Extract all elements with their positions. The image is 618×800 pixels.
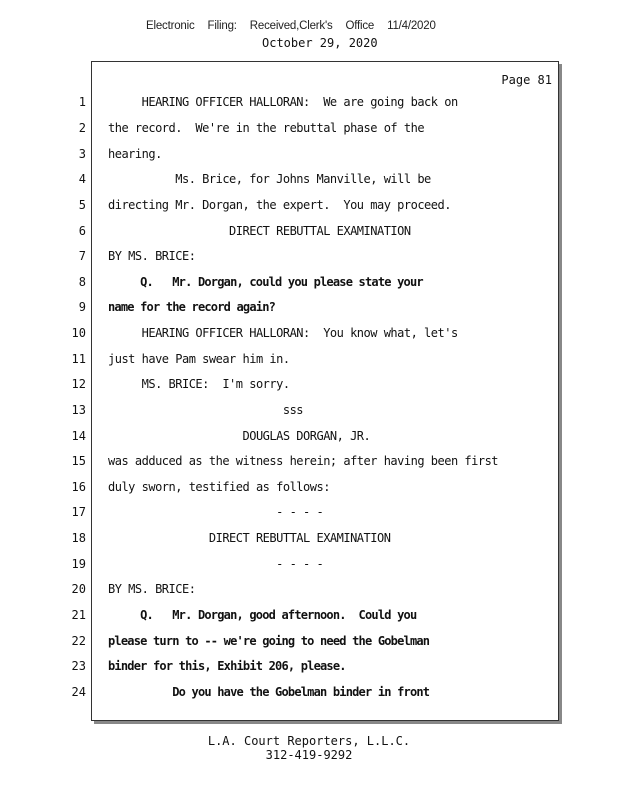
line-number: 14 xyxy=(71,429,86,443)
question-line: please turn to -- we're going to need the Gobelman xyxy=(108,634,430,648)
line-number: 16 xyxy=(71,480,86,494)
line-number: 21 xyxy=(71,608,86,622)
stamp-filing: Filing: xyxy=(207,20,237,32)
transcript-line: HEARING OFFICER HALLORAN: We are going back on xyxy=(108,95,458,109)
question-line: binder for this, Exhibit 206, please. xyxy=(108,659,346,673)
line-number: 7 xyxy=(78,249,86,263)
section-heading: DIRECT REBUTTAL EXAMINATION xyxy=(108,224,411,238)
filing-stamp xyxy=(146,20,466,32)
question-line: Do you have the Gobelman binder in front xyxy=(108,685,430,699)
question-line: Q. Mr. Dorgan, good afternoon. Could you xyxy=(108,608,417,622)
line-number: 17 xyxy=(71,505,86,519)
transcript-line: hearing. xyxy=(108,147,162,161)
line-number: 18 xyxy=(71,531,86,545)
line-number: 11 xyxy=(71,352,86,366)
transcript-line: was adduced as the witness herein; after having been first xyxy=(108,454,499,468)
line-number: 3 xyxy=(78,147,86,161)
line-number: 12 xyxy=(71,377,86,391)
stamp-date: 11/4/2020 xyxy=(387,20,436,32)
line-number: 10 xyxy=(71,326,86,340)
section-heading: DIRECT REBUTTAL EXAMINATION xyxy=(108,531,391,545)
footer xyxy=(0,734,618,762)
transcript-line: Ms. Brice, for Johns Manville, will be xyxy=(108,172,431,186)
separator-line: - - - - xyxy=(108,557,324,571)
line-number: 5 xyxy=(78,198,86,212)
line-number: 22 xyxy=(71,634,86,648)
line-number: 6 xyxy=(78,224,86,238)
line-number: 13 xyxy=(71,403,86,417)
transcript-line: HEARING OFFICER HALLORAN: You know what, let's xyxy=(108,326,458,340)
line-number: 23 xyxy=(71,659,86,673)
line-number: 24 xyxy=(71,685,86,699)
transcript-line: duly sworn, testified as follows: xyxy=(108,480,330,494)
witness-name: DOUGLAS DORGAN, JR. xyxy=(108,429,371,443)
transcript-line: BY MS. BRICE: xyxy=(108,249,196,263)
transcript-line: sss xyxy=(108,403,304,417)
line-number: 9 xyxy=(78,300,86,314)
footer-phone: 312-419-9292 xyxy=(265,748,353,762)
footer-company: L.A. Court Reporters, L.L.C. xyxy=(207,734,411,748)
question-line: name for the record again? xyxy=(108,300,276,314)
line-number: 1 xyxy=(78,95,86,109)
stamp-electronic: Electronic xyxy=(146,20,195,32)
line-number: 8 xyxy=(78,275,86,289)
transcript-line: the record. We're in the rebuttal phase of the xyxy=(108,121,425,135)
line-number: 2 xyxy=(78,121,86,135)
transcript-line: MS. BRICE: I'm sorry. xyxy=(108,377,290,391)
stamp-office: Office xyxy=(345,20,375,32)
transcript-line: BY MS. BRICE: xyxy=(108,582,196,596)
hearing-date: October 29, 2020 xyxy=(262,36,378,50)
question-line: Q. Mr. Dorgan, could you please state your xyxy=(108,275,423,289)
line-number: 15 xyxy=(71,454,86,468)
separator-line: - - - - xyxy=(108,505,324,519)
stamp-received: Received,Clerk's xyxy=(249,20,333,32)
line-number: 20 xyxy=(71,582,86,596)
page-number: Page 81 xyxy=(501,73,552,87)
line-number: 19 xyxy=(71,557,86,571)
transcript-line: directing Mr. Dorgan, the expert. You may proceed. xyxy=(108,198,451,212)
line-number: 4 xyxy=(78,172,86,186)
transcript-line: just have Pam swear him in. xyxy=(108,352,290,366)
